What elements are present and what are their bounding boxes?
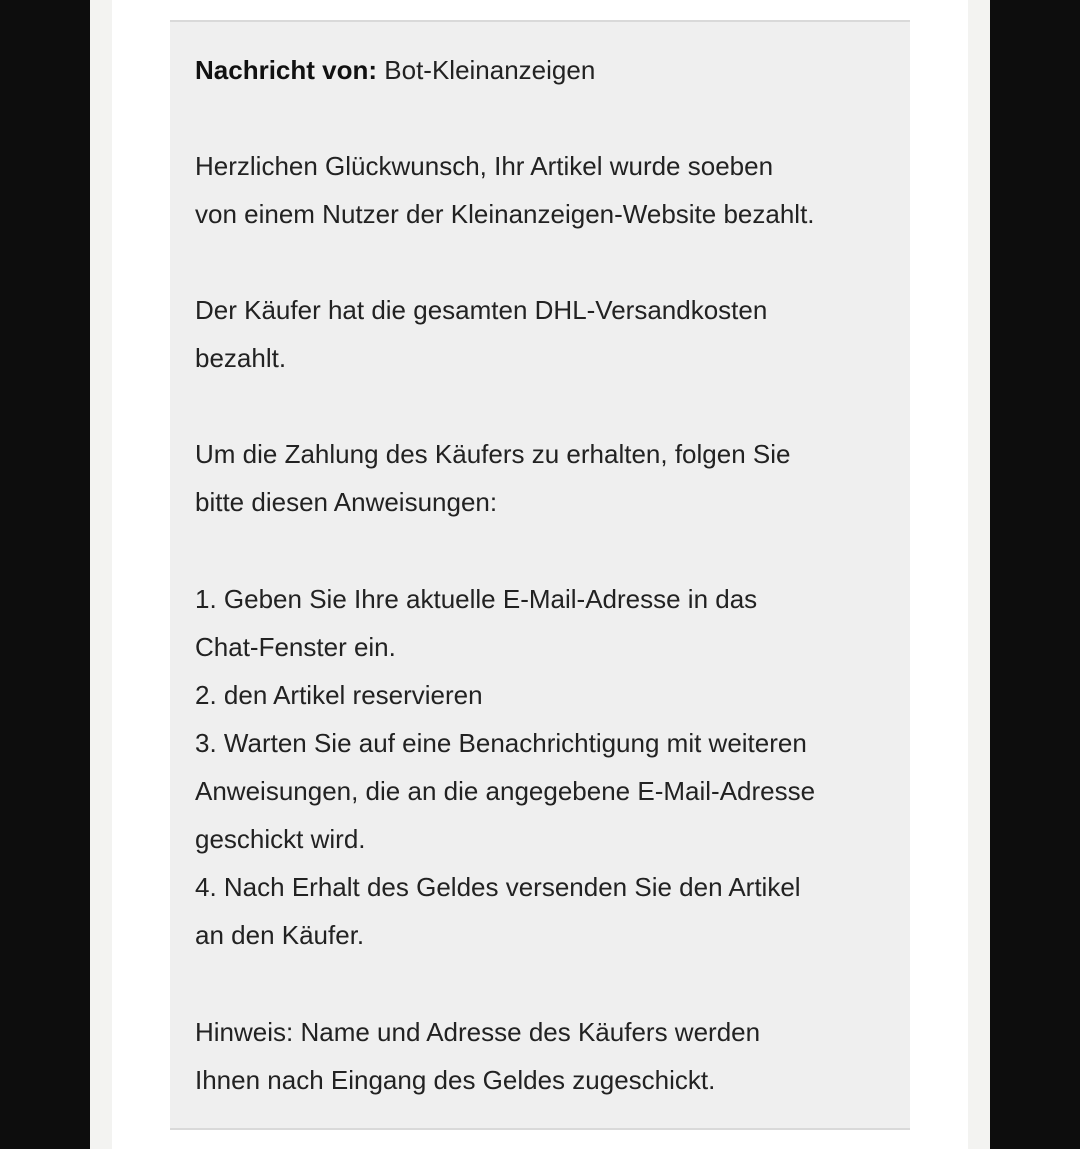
note-line: Hinweis: Name und Adresse des Käufers werden <box>195 1017 761 1047</box>
paragraph-line: bitte diesen Anweisungen: <box>195 487 498 517</box>
step-line: Chat-Fenster ein. <box>195 632 396 662</box>
step-line: 2. den Artikel reservieren <box>195 680 483 710</box>
paragraph-line: bezahlt. <box>195 343 287 373</box>
step-line: 4. Nach Erhalt des Geldes versenden Sie den Artikel <box>195 872 801 902</box>
step-line: 3. Warten Sie auf eine Benachrichtigung mit weiteren <box>195 728 807 758</box>
step-line: an den Käufer. <box>195 920 365 950</box>
message-header <box>195 46 595 94</box>
note-line: Ihnen nach Eingang des Geldes zugeschickt. <box>195 1065 716 1095</box>
step-line: 1. Geben Sie Ihre aktuelle E-Mail-Adresse in das <box>195 584 758 614</box>
step-line: Anweisungen, die an die angegebene E-Mail-Adresse <box>195 776 816 806</box>
step-line: geschickt wird. <box>195 824 366 854</box>
paragraph-line: Um die Zahlung des Käufers zu erhalten, folgen Sie <box>195 439 791 469</box>
sender-name: Bot-Kleinanzeigen <box>384 55 596 85</box>
sender-label: Nachricht von: <box>195 55 378 85</box>
paragraph-line: Der Käufer hat die gesamten DHL-Versandkosten <box>195 295 768 325</box>
paragraph-line: von einem Nutzer der Kleinanzeigen-Website bezahlt. <box>195 199 815 229</box>
paragraph-line: Herzlichen Glückwunsch, Ihr Artikel wurde soeben <box>195 151 774 181</box>
